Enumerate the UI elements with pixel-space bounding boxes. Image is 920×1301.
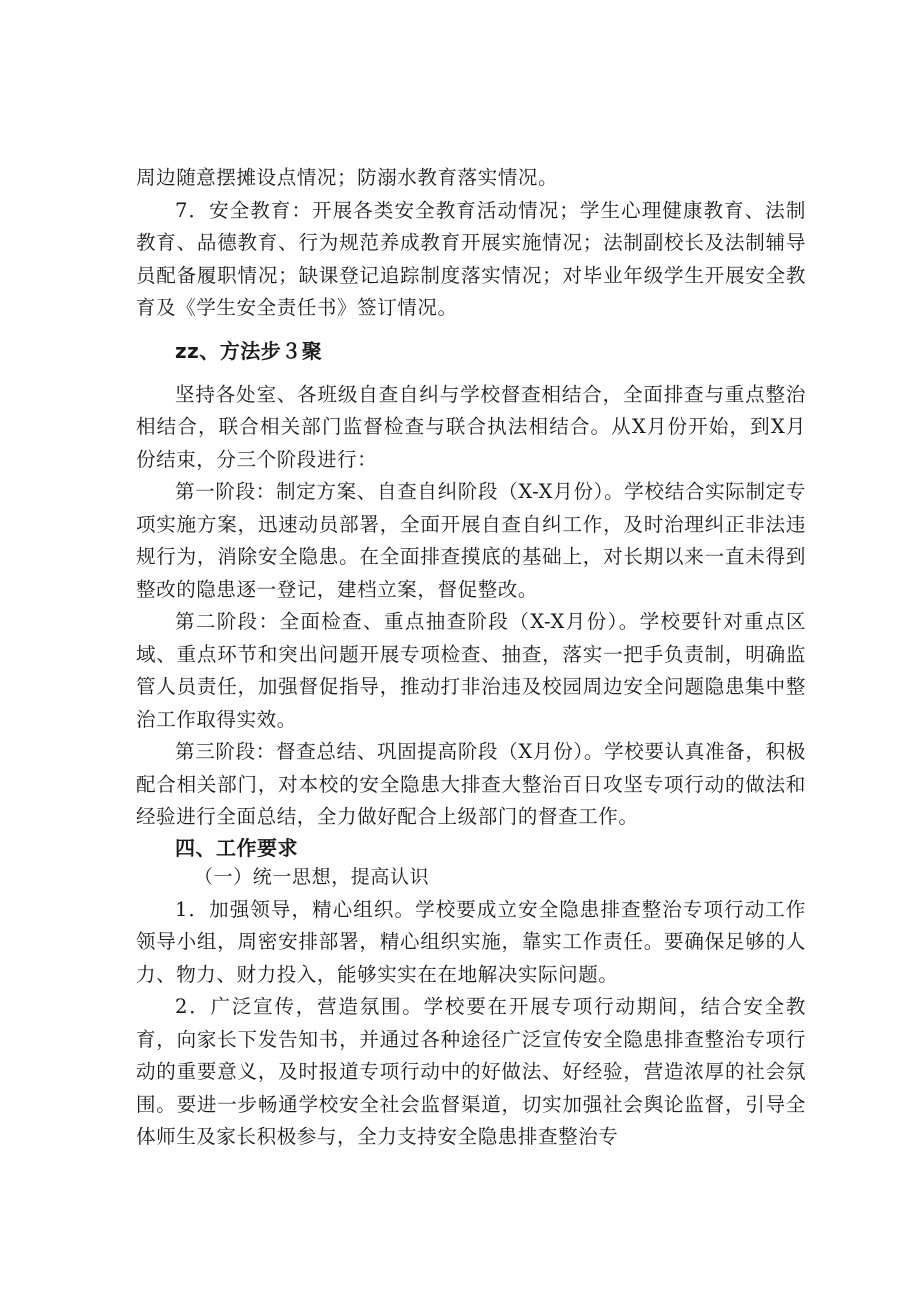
paragraph-requirement-2: 2．广泛宣传，营造氛围。学校要在开展专项行动期间，结合安全教育，向家长下发告知书，并通过各种途径广泛宣传安全隐患排查整治专项行动的重要意义，及时报道专项行动中的好做法、好经验，营造浓厚的社会氛围。要进一步畅通学校安全社会监督渠道，切实加强社会舆论监督，引导全体师生及家长积极参与，全力支持安全隐患排查整治专: [136, 995, 806, 1148]
paragraph-methods-intro: 坚持各处室、各班级自查自纠与学校督查相结合，全面排查与重点整治相结合，联合相关部门监督检查与联合执法相结合。从X月份开始，到X月份结束，分三个阶段进行：: [136, 382, 806, 471]
document-body: [136, 162, 806, 1154]
section-heading-requirements: 四、工作要求: [175, 835, 298, 860]
paragraph-stage-2: 第二阶段：全面检查、重点抽查阶段（X-X月份）。学校要针对重点区域、重点环节和突出问题开展专项检查、抽查，落实一把手负责制，明确监管人员责任，加强督促指导，推动打非治违及校园周边安全问题隐患集中整治工作取得实效。: [136, 610, 806, 731]
paragraph-item-7-safety-education: 7．安全教育：开展各类安全教育活动情况；学生心理健康教育、法制教育、品德教育、行为规范养成教育开展实施情况；法制副校长及法制辅导员配备履职情况；缺课登记追踪制度落实情况；对毕业年级学生开展安全教育及《学生安全责任书》签订情况。: [136, 198, 806, 319]
paragraph-continuation: 周边随意摆摊设点情况；防溺水教育落实情况。: [136, 166, 559, 189]
paragraph-stage-1: 第一阶段：制定方案、自查自纠阶段（X-X月份）。学校结合实际制定专项实施方案，迅速动员部署，全面开展自查自纠工作，及时治理纠正非法违规行为，消除安全隐患。在全面排查摸底的基础上，对长期以来一直未得到整改的隐患逐一登记，建档立案，督促整改。: [136, 480, 806, 601]
paragraph-stage-3: 第三阶段：督查总结、巩固提高阶段（X月份）。学校要认真准备，积极配合相关部门，对本校的安全隐患大排查大整治百日攻坚专项行动的做法和经验进行全面总结，全力做好配合上级部门的督查工作。: [136, 740, 806, 828]
paragraph-requirement-1: 1．加强领导，精心组织。学校要成立安全隐患排查整治专项行动工作领导小组，周密安排部署，精心组织实施，靠实工作责任。要确保足够的人力、物力、财力投入，能够实实在在地解决实际问题。: [136, 897, 806, 986]
section-heading-methods: zz、方法步３聚: [175, 338, 323, 363]
subheading-unify-thinking: （一）统一思想，提高认识: [194, 865, 430, 888]
